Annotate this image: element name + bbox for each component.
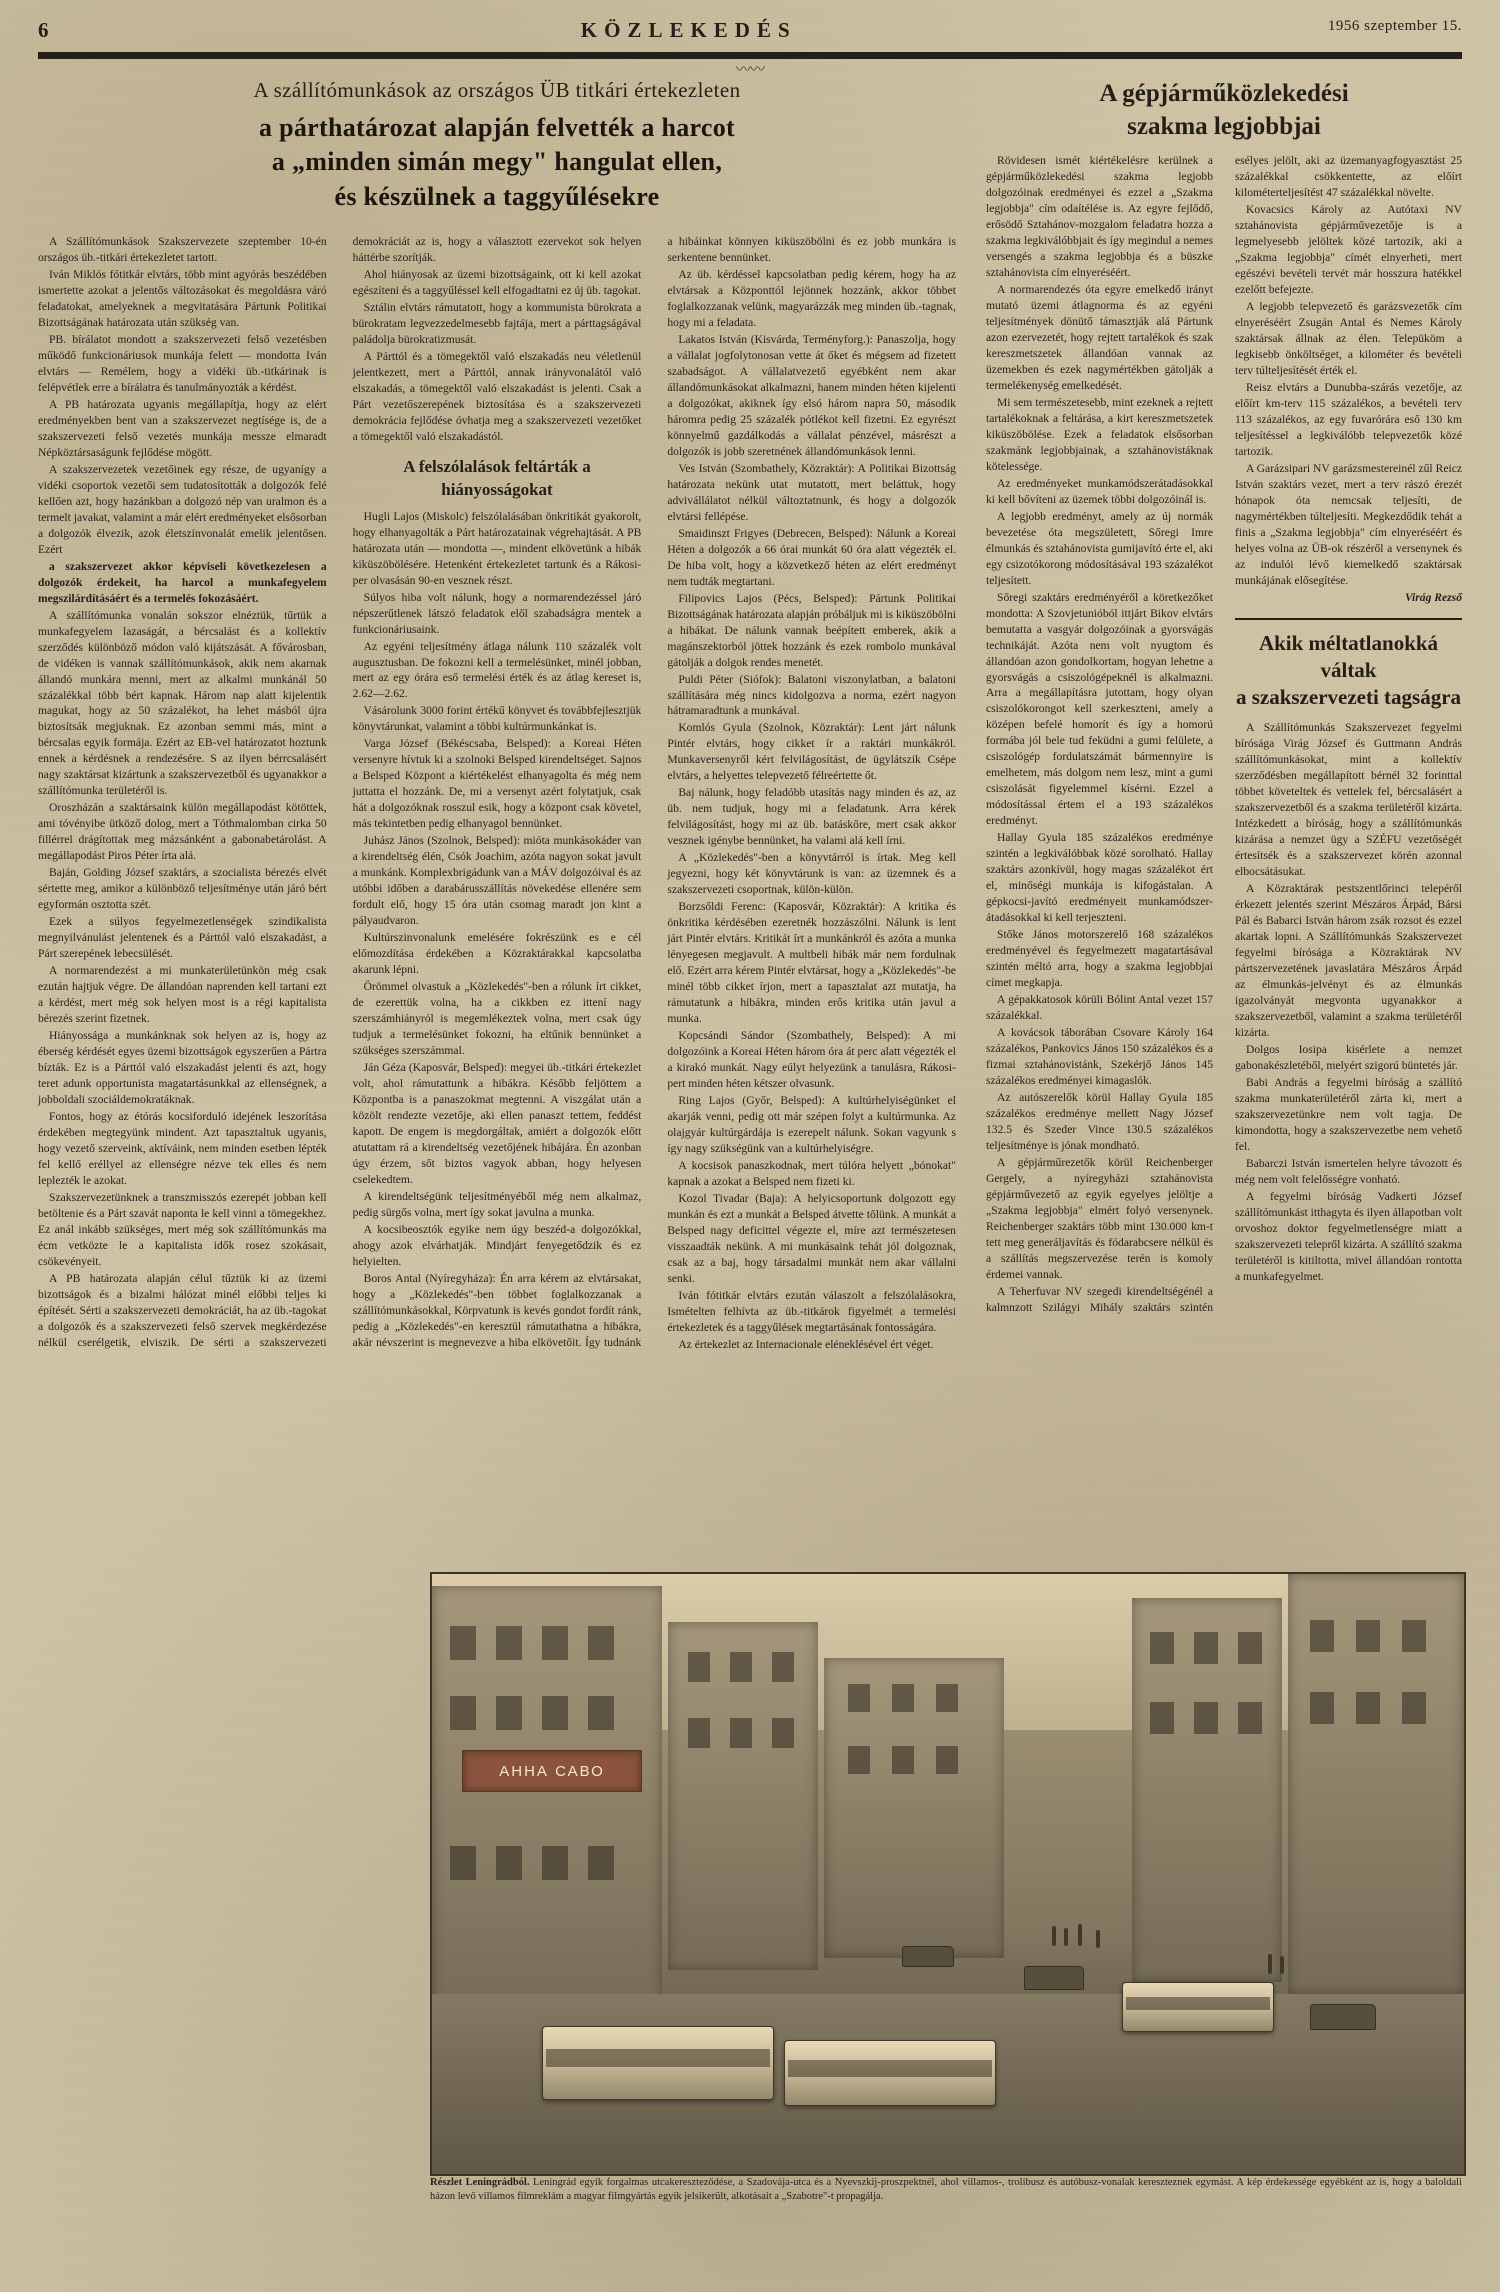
photo-building-centre [668,1622,818,1970]
lead-paragraph: A Párttól és a tömegektől való elszakadás neu véletlenül jelentkezett, mert a Párttól, annak irányvonalától való elszakadás, a tömegektől való elszakadást is jelenti. Csak a Párt vezetőszerepének biztosítása és a szakszervezeti demokrácia fejlődése óvhatja meg a szakszervezeti vezetőket a tömegektől való elszakadástól. [352,349,642,443]
photo-pedestrian [1268,1954,1272,1974]
photo-window [772,1652,794,1682]
photo-window [688,1718,710,1748]
tertiary-paragraph: Dolgos Iosipa kisérlete a nemzet gabonakészletéből, melyért szigorú büntetés jár. [1235,1043,1462,1073]
photo-building-centre-2 [824,1658,1004,1958]
lead-headline-line-3: és készülnek a taggyűlésekre [334,181,660,211]
lead-paragraph: A normarendezést a mi munkaterületünkön még csak ezután hajtjuk végre. De állandóan naprenden kell tartani ezt a kérdést, mert még sok helyen most is a régi kapitalista bérezés szerint fizetnek. [38,964,327,1026]
speech-paragraph: Boros Antal (Nyíregyháza): Én arra kérem az elvtársakat, hogy a „Közlekedés"-ben többet foglalkozzanak a szállítómunkásokkal, Körpvatunk is kevés gondot fordít ránk, pedig a „Közlekedés"-en keresztül rámutathatna a hibákra, akár névszerint is megnevezve a hiba elkövetőit. Így tudnánk a hibáinkat könnyen kiküszöbölni és ez jobb munkára is serkentene bennünket. [352,234,956,1349]
photo-window [1310,1620,1334,1652]
lead-paragraph: A Szállítómunkások Szakszervezete szeptember 10-én országos üb.-titkári értekezletet tartott. [38,234,327,264]
secondary-paragraph: A Teherfuvar NV szegedi kirendeltségénél a kalmnzott Szilágyi Mihály szaktárs szintén esélyes jelölt, aki az üzemanyagfogyasztást 25 százalékkal csökkentette, az előírt kilométerteljesítést 47 százalékkal növelte. [986,154,1462,1314]
photo-window [496,1696,522,1730]
speech-paragraph: Ján Géza (Kaposvár, Belsped): megyei üb.-titkári értekezlet volt, ahol rámutattunk a hibákra. Később feljöttem a Központba is a panaszokmat megtenni. A viszgálat után a közölt rendezte vezetője, aki ellen panaszt tettem, feddést kapott. De engem is megdorgáltak, amiért a dolgozók előtt atutattam rá a kirendeltség vezetőjének hibájára. Én azonban úgy érzem, sőt biztos vagyok abban, hogy helyesen cselekedtem. [352,1061,642,1186]
tertiary-headline-line-1: Akik méltatlanokká váltak [1258,630,1439,682]
lead-paragraph: Ahol hiányosak az üzemi bizottságaink, ott ki kell azokat egészíteni és a taggyűléssel kell elfogadtatni ez új üb. tagokat. [352,267,642,297]
lead-headline [48,111,946,214]
photo-window [496,1626,522,1660]
photo-building-right-2 [1288,1574,1464,1994]
lead-paragraph-emphasис: a szakszervezet akkor képviseli következelesen a dolgozók érdekeit, ha harcol a munkafegyelem megszilárdításáért és a termelés fokozásáért. [38,559,327,605]
photo-pedestrian [1078,1924,1082,1946]
speech-paragraph: A „Közlekedés"-ben a könyvtárról is írtak. Meg kell jegyezni, hogy két könyvtárunk is van: az üzemnek és a szakszervezeti csoportnak, külön-külön. [667,851,956,897]
photo-window [542,1846,568,1880]
photo-window [496,1846,522,1880]
speech-paragraph: Örömmel olvastuk a „Közlekedés"-ben a rólunk írt cikket, de ezerettük volna, ha a cikkben ez ittení nagy szerszámhiányról is megemlékeztek volna, mert csak úgy tudjuk a termelésünket fokozni, ha eltűnik bennünket a szükséges szerszámmal. [352,980,642,1058]
photo-image [432,1574,1464,2174]
lead-paragraph: Szakszervezetünknek a transzmisszós ezerepét jobban kell betöltenie és a Párt szavát naponta le kell vinni a tömegekhez. Ez anál inkább szükséges, mert még sok szállítómunkás ma écm vetközte le a kapitalista idők rosez szokásait, csökevényeit. [38,1191,327,1268]
speech-paragraph: A kocsibeosztók egyike nem úgy beszéd-a dolgozókkal, ahogy azok elvárhatják. Mindjárt fenyegetődzik és ez helyielten. [352,1222,642,1268]
speech-paragraph: Filipovics Lajos (Pécs, Belsped): Pártunk Politikai Bizottságának határozata alapján próbáljuk mi is kiküszöbölni a hibákat. De nálunk vannak beépített emberek, akik a magánszektorból jöttek hozzánk és ezek rombolo munkával gátolják a dolgok rendes menetét. [667,591,956,669]
photo-pedestrian [1280,1956,1284,1974]
secondary-paragraph: A legjobb telepvezető és garázsvezetők cím elnyeréséért Zsugán Antal és Nemes Károly szaktársak állnak az élen. Telepüköm a legkisebb önköltséget, a kilométer és bevételi terv túlteljesítését érték el. [1235,299,1462,377]
photo-tram-window-band [788,2060,992,2077]
secondary-paragraph: Kovacsics Károly az Autótaxi NV sztahánovista gépjárművezetője is a legmelyesebb jelöltek közé tartozik, aki a „Szakma legjobbja" címét elnyerheti, mert egészévi bevételi tervét már hosszura hatékkel ezelőtt befejezte. [1235,202,1462,296]
photo-window [730,1718,752,1748]
lead-article [38,78,956,1353]
secondary-headline [986,78,1462,143]
tertiary-paragraph: A Szállítómunkás Szakszervezet fegyelmi bírósága Virág József és Guttmann András szállítómunkásokat, mint a kollektív szerződésben megállapított bérnél 32 forinttal többet követeltek és vettelek fel, bércsalásért a szakszervezetből és a szakma területéről kizárta. Intézkedett a bíróság, hogy a szállítómunkás kizárása a nemzet ügy a SZÉFU vezetőségét értesítsék és a szakszervezet körén azonnal elbocsátásukat. [1235,721,1462,879]
secondary-paragraph: Az autószerelők körül Hallay Gyula 185 százalékos eredménye mellett Nagy József 132.5 és Szeder Vince 130.5 százalékos teljesítménye is jónak mondható. [986,1091,1213,1153]
photo-window [1238,1632,1262,1664]
lead-headline-line-1: a párthatározat alapján felvették a harcot [259,113,735,142]
photo-window [450,1846,476,1880]
photo-window [848,1746,870,1774]
secondary-paragraph: A kovácsok táborában Csovare Károly 164 százalékos, Pankovics János 150 százalékos és a fizmai sztahánovistánk, Szekérjő János 145 százalékos eredményei kimagaslók. [986,1026,1213,1088]
photo-car [1310,2004,1376,2030]
speech-paragraph: Vásárolunk 3000 forint értékű könyvet és továbbfejlesztjük könyvtárunkat, valamint a többi kultúrmunkánkat is. [352,704,642,734]
lead-paragraph: Ezek a súlyos fegyelmezetlenségek szindikalista megnyilvánulást jelentenek és a Párttól való elszakadást, a Párt szerepének lebecsülését. [38,915,327,961]
photo-pedestrian [1052,1926,1056,1946]
speech-paragraph: Iván fótitkár elvtárs ezután válaszolt a felszólalásokra, Ismételten felhívta az üb.-titkárok figyelmét a termelési értekezletek és a taggyűlések megtartásának fontosságára. [667,1288,956,1334]
lead-paragraph: PB. bírálatot mondott a szakszervezeti felső vezetésben működő funkcionáriusok munkája felett — mondotta Iván elvtárs — Remélem, hogy a vidéki üb.-titkárinak is felépvétlek erre a bírálatra és tanulmányozták a kérdést. [38,332,327,394]
secondary-paragraph: Reisz elvtárs a Dunubba-szárás vezetője, az előírt km-terv 115 százalékos, a bevételi terv 113 százalékos, az egy fuvarórára eső 130 km teljesítéssel a legkiválóbb telepvezetők közé tartozik. [1235,380,1462,458]
photo-caption-text: Leningrád egyik forgalmas utcakereszteződése, a Szadovája-utca és a Nyevszkij-proszpektnél, ahol villamos-, trolibusz és autóbusz-vonalak kereszteznek egymást. A kép érdekessége egyébként az is, hogy a baloldali házon levő villamos filmreklám a magyar filmgyártás egyik jelsikerült, alkotásait a „Szabotre"-t propagálja. [430,2177,1462,2203]
secondary-paragraph: Rövidesen ismét kiértékelésre kerülnek a gépjárműközlekedési szakma legjobb dolgozóinak eredményei és ezzel a „Szakma legjobbja" cím odaítélése is. Az egyre fejlődő, erősödő Sztahánov-mozgalom feladatra hozza a szakma legkiválóbbjait és így megindul a nemes versengés a szakma legjobbja és a büszke sztahánovista cím elnyeréséért. [986,154,1213,279]
photo-window [542,1696,568,1730]
secondary-paragraph: A Garázsipari NV garázsmestereinél zűl Reicz István szaktárs vezet, mert a terv rászó érezét hónapok óta nemcsak teljesíti, de nagymértékben túlteljesíti. Megkezdődik tehát a finis a „Szakma legjobbja" cím elnyeréséért és helyes volna az ÜB-ok részéről a versenynek és az indulói lévő kiemelkedő szaktársak munkájának elősegítése. [1235,461,1462,587]
speech-paragraph: A kirendeltségünk teljesítményéből még nem alkalmaz, pedig sürgős volna, mert így sokat javulna a munka. [352,1189,642,1219]
photo-pedestrian [1064,1928,1068,1946]
article-signature: Virág Rezső [1404,590,1462,604]
secondary-paragraph: A normarendezés óta egyre emelkedő irányt mutató üzemi átlagnorma és az egyéni teljesítmények dönütő támasztják alá Pártunk azon ezervezetét, hogy rejtett tartalékok és szak kereszmetszetek állandóan vannak az üzemekben és ezek nagymértékben gátolják a termelékenység emelkedését. [986,282,1213,392]
photo-window [1194,1702,1218,1734]
photo-window [450,1696,476,1730]
secondary-article-columns [986,153,1462,1316]
photo-tram [542,2026,774,2100]
photo-window [588,1696,614,1730]
photo-window [892,1746,914,1774]
secondary-headline-line-2: szakma legjobbjai [1127,112,1321,140]
lead-paragraph: Fontos, hogy az étórás kocsiforduló idejének leszorítása érdekében megtegyünk mindent. Azt tapasztaltuk ugyanis, hogy vezető szerveink, aktíváink, nem minden esetben lépték fel kellő eréllyel az ellenségre nézve tek elles és nem leplezték le azokat. [38,1110,327,1188]
secondary-article [986,78,1462,1316]
photo-trolleybus [1122,1982,1274,2032]
photo-window [1150,1632,1174,1664]
speech-paragraph: Lakatos István (Kisvárda, Terményforg.): Panaszolja, hogy a vállalat jogfolytonosan vette át őket és mégsem ad fizetett szabadságot. A vállalatvezető egyébként nem akar állandómunkásokat alkalmazni, hanem minden héten kijelenti a dolgozókat, akiknek így elsó három napra 50, második háromra pedig 25 százalék pótlékot kell fizetni. Ez egyrészt könnyelmű gazdálkodás a vállalat pénzével, másrészt a dolgozók is jobb szeretnének állandómunkások lenni. [667,332,956,458]
secondary-paragraph: Mi sem természetesebb, mint ezeknek a rejtett tartalékoknak a feltárása, a kirt kereszmetszetek kiküszöbölése. Ezek a feladatok elsősorban szakmánk legjobbjainak, a sztahánovistáknak kötelessége. [986,395,1213,473]
photo-tram [784,2040,996,2106]
lead-headline-line-2: a „minden simán megy" hangulat ellen, [271,147,723,177]
photo-window [450,1626,476,1660]
photo-window [1310,1692,1334,1724]
tertiary-paragraph: A Közraktárak pestszentlőrinci telepéről érkezett jelentés szerint Mészáros Árpád, Bársi Pál és Babarci István három zsák rozsot és ezzel akartak lopni. A Szállítómunkás Szakszervezet fegyelmi bírósága a Közraktárak NV pártszervezetének javaslatára Mészáros Árpád az élmunkás-jelvényt és az élmunkás igazolványát megvonta ugyanakkor a szakszervezetből, valamint a szakma területéről kizárta. [1235,882,1462,1040]
speech-paragraph: Ring Lajos (Győr, Belsped): A kultúrhelyiségünket el akarják venni, pedig ott már szépen folyt a kultúrmunka. Az olajgyár kultúrgárdája is ezerepelt nálunk. Sokan vagyunk s így nagy szükségünk van a kultúrhelyiségre. [667,1094,956,1156]
secondary-paragraph: Hallay Gyula 185 százalékos eredménye szintén a legkiválóbbak közé sorolható. Hallay szaktárs azonkívül, hogy magas százalékot ért el, minőségi munkája is kifogástalan. A gépkocsi-javító eredményeit munkamódszer-átadásokkal ki kell terjeszteni. [986,831,1213,925]
photo-window [542,1626,568,1660]
speech-paragraph: Kozol Tivadar (Baja): A helyicsoportunk dolgozott egy munkán és ezt a munkát a Belsped átvette tőlünk. A munkát a Belsped nagy deficittel végezte el, míre azt természetesen visszaadták nekünk. A mi munkásaink tehát jól dolgoznak, csak az a baj, hogy társadalmi munkát nem akar vállalni senki. [667,1192,956,1285]
lead-paragraph: Iván Miklós fótitkár elvtárs, több mint agyórás beszédében ismertette azokat a jelentős változásokat és megoldásra váró feladatokat, amelyeknek a megvitatására Pártunk Politikai Bizottságának határozata után szükség van. [38,267,327,329]
lead-paragraph: A PB határozata alapján célul tűztük ki az üzemi bizottságok és a bizalmi hálózat minél előbbi teljes ki építését. Sérti a szakszervezeti demokráciát, ha az üb.-tagokat a dolgozók és a szakszervezeti felső szervek megkérdezése nélkül cserélgetik, elviszik. De sérti a szakszervezeti demokráciát az is, hogy a választott ezervekot sok helyen háttérbe szorítják. [38,234,642,1349]
photo-window [1194,1632,1218,1664]
photo-window [730,1652,752,1682]
speech-paragraph: Az egyéni teljesítmény átlaga nálunk 110 százalék volt augusztusban. De fokozni kell a termelésünket, minél jobban, mert az egy órára eső termelési érték és az átlag kereset is, 2.62—2.62. [352,639,642,701]
photo-trolleybus-window-band [1126,1997,1270,2009]
photo-window [1402,1620,1426,1652]
lead-paragraph: Sztálin elvtárs rámutatott, hogy a kommunista bürokrata a bürokratam legvezzedelmesebb fajtája, mert a párttagságával paládolja bürokratizmusát. [352,300,642,346]
speech-paragraph: Komlós Gyula (Szolnok, Közraktár): Lent járt nálunk Pintér elvtárs, hogy cikket ír a raktári munkákról. Munkaversenyről kért felvilágosítást, de ügylátszik Csépe elvtárs, a helyettes telepvezető félreértette őt. [667,721,956,783]
secondary-paragraph: A gépjárműrezetők körül Reichenberger Gergely, a nyíregyházi sztahánovista gépjárművezető az egyik egyelyes jelöltje a „Szakma legjobbja" elmért folyó versenynek. Reichenberger szaktárs több mint 130.000 km-t tett meg generáljavítás és fódarabcsere nélkül és a szállítás megszervezése terén is komoly érdemei vannak. [986,1156,1213,1281]
photo-window [1402,1692,1426,1724]
photo-window [588,1846,614,1880]
speech-paragraph: Az üb. kérdéssel kapcsolatban pedig kérem, hogy ha az elvtársak a Központtól lejönnek hozzánk, akkor többet foglalkozzanak velünk, magyarázzák meg minden üb.-tagnak, hogy mi a feladata. [667,267,956,329]
lead-headline-block [38,78,956,220]
lead-paragraph: A PB határozata ugyanis megállapítja, hogy az elért eredményekben bent van a szakszervezet negtísége is, de a szakszervezeti felső vezetés munkája messze elmaradt Népköztársaságunk fejlődése mögött. [38,397,327,459]
photo-leningrad [430,1572,1466,2176]
photo-window [1356,1620,1380,1652]
photo-pedestrian [1096,1930,1100,1948]
lead-paragraph: Oroszházán a szaktársaink külön megállapodást kötöttek, ami tóvényibe ütköző dolog, mert a Tóthmalomban cirka 50 fillérrel drágítottak meg mázsánként a gabonabetárolást. A megállapodást Piros Péter írta alá. [38,801,327,863]
lead-kicker: A szállítómunkások az országos ÜB titkári értekezleten [253,78,741,102]
photo-building-left [432,1586,662,2018]
paper-title: KÖZLEKEDÉS [580,18,797,42]
speech-paragraph: Baj nálunk, hogy feladóbb utasítás nagy minden és az, az üb. nem tudjuk, hogy mi a feladatunk. Arra kérek felvilágosítást, hogy mi az üb. batáskőre, mert csak akkor vesznek igénybe bennünket, ha valami alá kell írni. [667,786,956,848]
speech-paragraph: Hugli Lajos (Miskolc) felszólalásában önkritikát gyakorolt, hogy elhanyagolták a Párt határozatainak végrehajtását. A PB határozata után — mondotta —, mindent elkövetünk a hibák kiküszöbölésére. Hetenként értekezletet tartunk és a Rákosi-per olvasásán 90-en vesznek részt. [352,509,642,587]
photo-film-banner: АННА САВО [462,1750,642,1792]
speech-paragraph: Az értekezlet az Internacionale eléneklésével ért véget. [678,1337,934,1351]
photo-caption-lead: Részlet Leningrádból. [430,2177,530,2188]
lead-subhead: A felszólalások feltárták a hiányosságokat [403,456,591,500]
issue-date: 1956 szeptember 15. [1327,18,1462,34]
speech-paragraph: Puldi Péter (Siófok): Balatoni viszonylatban, a balatoni szállítására még nincs kidolgozva a norma, ezért nagyon hátramaradtunk a munkával. [667,672,956,718]
secondary-paragraph: A legjobb eredményt, amely az új normák bevezetése óta megszületett, Sőregi Imre élmunkás és sztahánovista gumijavító érte el, aki egy csizotókorong módosításával 193 százalékot teljesített. [986,509,1213,587]
lead-paragraph: Hiányossága a munkánknak sok helyen az is, hogy az éberség kérdését egyes üzemi bizottságok egyszerűen a Pártra bízták. Ez is a Párttól való elszakadást jelenti és azt, hogy teret adunk opportunista magatartásunkkal az ellenségnek, a jobboldali szociáldemokratáknak. [38,1029,327,1107]
photo-car [902,1946,954,1967]
photo-window [588,1626,614,1660]
tertiary-headline-line-2: a szakszervezeti tagságra [1235,685,1462,710]
photo-window [688,1652,710,1682]
speech-paragraph: A kocsisok panaszkodnak, mert túlóra helyett „bónokat" kapnak a azokat a Belsped nem fizeti ki. [667,1159,956,1189]
secondary-paragraph: A gépakkatosok körüli Bólint Antal vezet 157 százalékkal. [986,993,1213,1023]
photo-window [936,1746,958,1774]
speech-paragraph: Smaidinszt Frigyes (Debrecen, Belsped): Nálunk a Koreai Héten a dolgozók a 66 órai munkát 60 óra alatt végezték el. De hiba volt, hogy a közvetkező héten az elért eredményt nem tudták megtartani. [667,526,956,588]
lead-paragraph: A szállítómunka vonalán sokszor elnéztük, tűrtük a munkafegyelem lazaságát, a bércsalást és a kollektív szerződés különböző módon való kijátszását. A fővárosban, de vidéken is vannak szállítómunkások, akik nem akarnak állandó munkára menni, mert az alkalmi munkánál 50 százalékkal több bért kapnak. Három nap alatt kijelentik magukat, hogy az 50 százalékot, ha lehet másból újra biztosítsák megjuknak. Ez azonban semmi más, mint a bércsalas egyik formája. Ezért az EB-vel határozatot hoztunk ennek a kérdésnek a rendezésére. S az ilyen bérrcsalásért nagy szaktársat kizártunk a szakszervezetből és ugyanakkor a szállítómunka területéről is. [38,608,327,798]
secondary-paragraph: Az eredményeket munkamódszerátadásokkal ki kell bővíteni az üzemek többi dolgozóinál is. [986,476,1213,506]
speech-paragraph: Borzsőldi Ferenc: (Kaposvár, Közraktár): A kritika és önkritika kérdésében ezeretnék hozzászólni. Nálunk is lent járt Pintér elvtárs. Kritikát írt a munkánkról és azóta a munka lényegesen megjavult. A multbeli hibák már nem fordulnak elő. Ezért arra kérem Pintér elvtársat, hogy a „Közlekedés"-be minél több cikket írjon, mert a tapasztalat azt mutatja, ha rámutatunk a hibákra, minden erős kritika után javul a munka. [667,900,956,1026]
secondary-paragraph: Stőke János motorszerelő 168 százalékos eredményével és fegyelmezett magatartásával szintén méltó arra, hogy a szakma legjobbjai címet megkapja. [986,928,1213,990]
photo-window [1238,1702,1262,1734]
speech-paragraph: Súlyos hiba volt nálunk, hogy a normarendezéssel járó népszerűtlenek látszó feladatok elől szabadságra mentek a funkcionáriusaink. [352,590,642,636]
masthead-ornament: 〰〰 [735,62,764,78]
photo-caption [430,2176,1462,2204]
photo-building-right [1132,1598,1282,1982]
speech-paragraph: Kopcsándi Sándor (Szombathely, Belsped): A mi dolgozóink a Koreai Héten három óra át perc alatt végezték el a kirakó munkát. Nagy eúlyt helyezünk a tanulásra, Rákosi-pert minden héten kétszer olvasunk. [667,1029,956,1091]
tertiary-paragraph: A fegyelmi bíróság Vadkerti József szállítómunkást itthagyta és ilyen állapotban volt orvoshoz doktor fegyelmetlenségre miatt a szakszervezeti telepről kizárta. A szállító szakma területéről is kitiltotta, mivel állandóan rontotta a munkafegyelmet. [1235,1190,1462,1283]
speech-paragraph: Varga József (Békéscsaba, Belsped): a Koreai Héten versenyre hívtuk ki a szolnoki Belsped kirendeltséget. Sajnos a Belsped Központ a kiértékelést elhanyagolta és még nem juttatta el hozzánk. De, mi a versenyt azért folytatjuk, csak hát a dolgozóknak rosszul esik, hogy a központ csak követel, más tekintetben pedig elhanyagol bennünket. [352,737,642,831]
photo-window [1150,1702,1174,1734]
lead-paragraph: A szakszervezetek vezetőinek egy része, de ugyanígy a vidéki csoportok vezetői sem tudatosították a dolgozók felé kellően azt, hogy hazánkban a dolgozó nép van uralmon és a termelt javakat, valamint a már elért eredményeket elsősorban a dolgozók élvezik, azok életszínvonalát emelik jelentősen. Ezért [38,462,327,556]
photo-window [848,1684,870,1712]
section-divider [1235,618,1462,620]
photo-window [892,1684,914,1712]
secondary-paragraph: Sőregi szaktárs eredményéről a köretkezőket mondotta: A Szovjetunióból ittjárt Bikov elvtárs bemutatta a vasgyár dolgozóinak a gyorsvágás technikáját. Azóta nem volt nyugtom és állandóan azon gondolkortam, hogyan lehetne a gyorsvágás a csiszológépeknél is alkalmazni. Arra a megállapításra jutottam, hogy olyan csiszolókorongot kell szerkeszteni, amely a középen befelé homorít és így a homorú formába jól bele tud feküdni a gumi felülete, a csiszológép fordulatszámát bármennyire is emelhetem, más dolgom nem lesz, mint a gumi csiszolását figyelemmel kísérni. Ezzel a módosítással értem el a 193 százalékos eredményt. [986,590,1213,828]
secondary-headline-line-1: A gépjárműközlekedési [1099,80,1349,107]
photo-car [1024,1966,1084,1990]
lead-paragraph: Baján, Golding József szaktárs, a szocialista bérezés elvét sértette meg, amikor a különböző teljesítménye után járó bért egyformán osztotta szét. [38,866,327,912]
photo-tram-window-band [546,2049,770,2068]
speech-paragraph: Juhász János (Szolnok, Belsped): mióta munkásokáder van a kirendeltség élén, Csók Joachim, azóta nagyon sokat javult a munkánk. Komplexbrigádunk van a MÁV dolgozóival és az utóbbi időben a darabárusszállítás növekedése ellenére sem fordult elő, hogy 15 óra után csomag maradt jon kint a pályaudvaron. [352,834,642,928]
lead-article-columns [38,234,956,1353]
tertiary-paragraph: Babarczi István ismertelen helyre távozott és még nem volt felelősségre vonható. [1235,1157,1462,1187]
photo-window [936,1684,958,1712]
tertiary-paragraph: Babi András a fegyelmi bíróság a szállító szakma munkaterületéről zárta ki, mert a szakszervezetünkre nem volt tagja. De kimondotta, hogy a szakszervezetbe nem vehető fel. [1235,1076,1462,1154]
photo-window [1356,1692,1380,1724]
page-folio: 6 [38,18,50,42]
speech-paragraph: Kultúrszinvonalunk emelésére fokrészünk es e cél előmozdítása érdekében a Közraktárakkal kapcsolatba akarunk lépni. [352,931,642,977]
photo-window [772,1718,794,1748]
tertiary-headline [1235,630,1462,712]
speech-paragraph: Ves István (Szombathely, Közraktár): A Politikai Bizottság határozata nekünk utat mutatott, mert beláttuk, hogy advivállálatot nélkül változtatnunk, és hogy a dolgozók elvtársi fellépése. [667,461,956,523]
